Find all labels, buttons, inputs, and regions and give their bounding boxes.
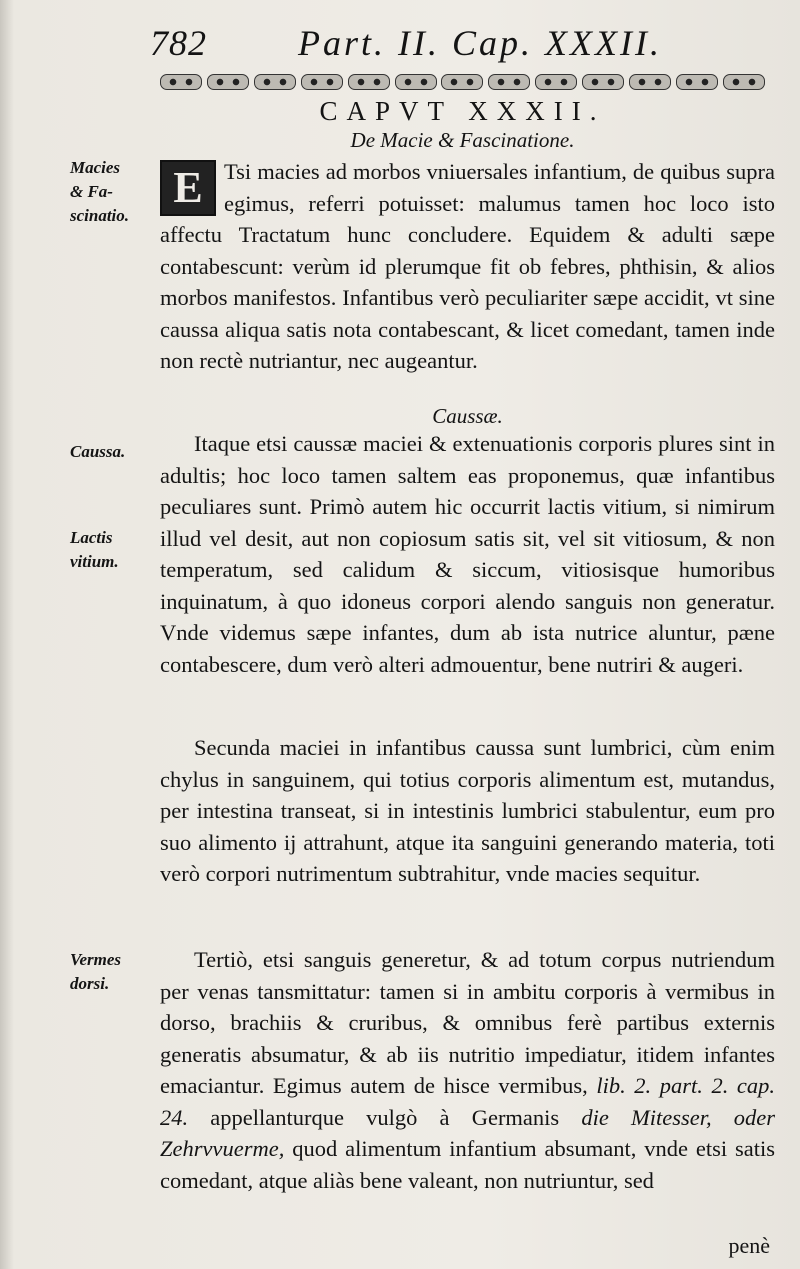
ornament-band [160, 72, 765, 92]
margin-note-vermes: Vermes dorsi. [70, 950, 121, 993]
chapter-subtitle: De Macie & Fascinatione. [350, 128, 575, 152]
german-term: die Mitesser, oder Zehrvvuerme, [160, 1104, 776, 1161]
drop-cap-initial: E [160, 160, 216, 216]
section-heading-caussae: Caussæ. [432, 404, 503, 428]
margin-note-caussa: Caussa. [70, 442, 126, 461]
catchword: penè [728, 1233, 770, 1258]
paragraph-2: Itaque etsi caussæ maciei & extenuationis corporis plures sint in adultis; hoc loco tamen saltem eas proponemus, quæ infantibus peculiares sunt. Primò autem hic occurrit lactis vitium, si nimirum illud vel desit, aut non copiosum satis sit, vel sit vitiosum, & non temperatum, sed calidum & siccum, vitiosisque humoribus inquinatum, à quo idoneus corpori alendo sanguis non generatur. Vnde videmus sæpe infantes, dum ab ista nutrice aluntur, pæne contabescere, dum verò alteri admouentur, bene nutriri & augeri. [160, 431, 775, 677]
page-number: 782 [150, 23, 207, 63]
paragraph-4: Tertiò, etsi sanguis generetur, & ad totum corpus nutriendum per venas tansmittatur: tamen si in ambitu corporis à vermibus in dorso, brachiis & cruribus, & omnibus ferè partibus externis generatis absumatur, & ab iis nutritio impediatur, itidem infantes emaciantur. Egimus autem de hisce vermibus, lib. 2. part. 2. cap. 24. appellanturque vulgò à Germanis die Mitesser, oder Zehrvvuerme, quod alimentum infantium absumant, vnde etsi satis comedant, atque aliàs bene valeant, non nutriuntur, sed [160, 947, 776, 1193]
paragraph-3: Secunda maciei in infantibus caussa sunt lumbrici, cùm enim chylus in sanguinem, qui totius corporis alimentum est, mutandus, per intestina transeat, si in intestinis lumbrici stabulentur, eum pro suo alimento ij attrahunt, atque ita sanguini generando materia, toti verò corpori nutrimentum subtrahitur, vnde macies sequitur. [160, 735, 775, 886]
page-header [150, 22, 770, 66]
paragraph-1 [160, 156, 775, 377]
chapter-title: CAPVT XXXII. [319, 96, 606, 126]
paragraph-1-text: Tsi macies ad morbos vniuersales infantium, de quibus supra egimus, referri potuisset: malumus tamen hoc loco isto affectu Tractatum hunc concludere. Equidem & adulti sæpe contabescunt: verùm id plerumque fit ob febres, phthisin, & alios morbos manifestos. Infantibus verò peculiariter sæpe accidit, vt sine caussa aliqua satis nota contabescant, & licet comedant, tamen inde non rectè nutriantur, nec augeantur. [160, 159, 775, 373]
margin-note-macies: Macies & Fa- scinatio. [70, 158, 130, 225]
margin-note-lactis: Lactis vitium. [70, 528, 119, 571]
book-reference: lib. 2. part. 2. cap. 24. [160, 1073, 776, 1130]
running-title: Part. II. Cap. XXXII. [298, 23, 662, 63]
